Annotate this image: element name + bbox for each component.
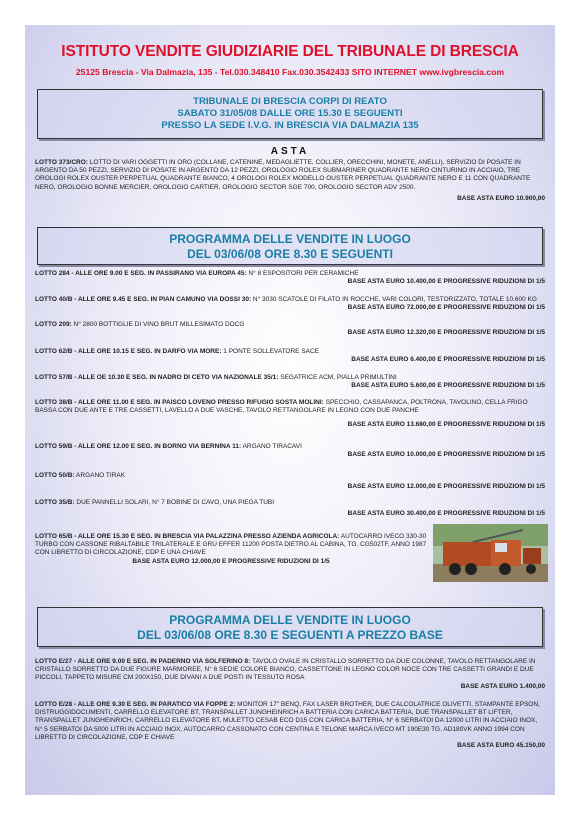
lot-base: BASE ASTA EURO 12.000,00 E PROGRESSIVE RIDUZIONI DI 1/5	[132, 557, 330, 565]
section-box-corpi-di-reato	[37, 89, 543, 139]
lot-59b	[35, 443, 545, 459]
truck-photo-image	[433, 524, 548, 582]
lot-text: 1 PONTE SOLLEVATORE SACE	[221, 348, 320, 355]
lot-text: AUTOCARRO IVECO 330-30 TURBO CON CASSONE RIBALTABILE TRILATERALE E GRU EFFER 11200 POSTA DIETRO AL CABINA, TG. CG502TF, ANNO 1987 CON LIBRETTO DI CIRCOLAZIONE, CDP E UNA CHIAVE	[35, 533, 427, 557]
lot-label: LOTTO 50/B:	[35, 472, 75, 479]
lot-base: BASE ASTA EURO 10.400,00 E PROGRESSIVE RIDUZIONI DI 1/5	[347, 278, 545, 286]
lot-text: N° 3030 SCATOLE DI FILATO IN ROCCHE, VARI COLORI, TESTORIZZATO, TOTALE 10.600 KG	[251, 296, 537, 303]
lot-284	[35, 270, 545, 286]
lot-text: SEGATRICE ACM, PIALLA PRIMULTINI	[278, 374, 397, 381]
lot-text: DUE PANNELLI SOLARI, N° 7 BOBINE DI CAVO, UNA PIEGA TUBI	[74, 499, 275, 506]
lot-base: BASE ASTA EURO 72.000,00 E PROGRESSIVE RIDUZIONI DI 1/5	[347, 304, 545, 312]
lot-label: LOTTO 62/B - ALLE ORE 10.15 E SEG. IN DARFO VIA MORE:	[35, 348, 222, 355]
section-box-programma-1	[37, 227, 543, 265]
lot-base: BASE ASTA EURO 1.400,00	[460, 682, 545, 690]
lot-base: BASE ASTA EURO 45.150,00	[457, 742, 545, 750]
lot-57b	[35, 374, 545, 390]
box2-line1: PROGRAMMA DELLE VENDITE IN LUOGO	[169, 232, 411, 246]
lot-e27	[35, 658, 545, 691]
lot-35b	[35, 499, 545, 518]
truck-photo	[433, 524, 548, 582]
lot-text: N° 8 ESPOSITORI PER CERAMICHE	[246, 270, 359, 277]
header-subtitle: 25125 Brescia - Via Dalmazia, 135 - Tel.030.348410 Fax.030.3542433 SITO INTERNET www.ivgbrescia.com	[75, 67, 505, 77]
lot-label: LOTTO E/27 - ALLE ORE 9.00 E SEG. IN PADERNO VIA SOLFERINO 8:	[35, 658, 251, 665]
box3-line1: PROGRAMMA DELLE VENDITE IN LUOGO	[169, 613, 411, 627]
lot-text: TAVOLO OVALE IN CRISTALLO SORRETTO DA DUE COLONNE, TAVOLO RETTANGOLARE IN CRISTALLO SORRETTO DA DUE FIGURE MARMOREE, N° 6 SEDIE COLORE BIANCO, CASSETTONE IN LEGNO COLOR NOCE CON TRE CASSETTI GRANDI E DUE PICCOLI, TAPPETO MISURE CM 200X150, DUE DIVANI A DUE POSTI IN TESSUTO ROSA	[35, 658, 536, 682]
section-box-programma-2	[37, 607, 543, 647]
lot-text: ARGANO TIRAK	[74, 472, 126, 479]
asta-lot-label: LOTTO 373/CRO:	[35, 159, 88, 166]
lot-label: LOTTO E/28 - ALLE ORE 9.30 E SEG. IN PARATICO VIA FOPPE 2:	[35, 701, 236, 708]
box1-line3: PRESSO LA SEDE I.V.G. IN BRESCIA VIA DALMAZIA 135	[161, 120, 419, 131]
lot-text: ARGANO TIRACAVI	[241, 443, 302, 450]
lot-38b	[35, 399, 545, 430]
asta-lot-base: BASE ASTA EURO 10.900,00	[457, 194, 545, 202]
lot-label: LOTTO 57/B - ALLE OE 10.30 E SEG. IN NADRO DI CETO VIA NAZIONALE 35/1:	[35, 374, 279, 381]
lot-base: BASE ASTA EURO 6.400,00 E PROGRESSIVE RIDUZIONI DI 1/5	[351, 356, 545, 364]
lot-base: BASE ASTA EURO 12.000,00 E PROGRESSIVE RIDUZIONI DI 1/5	[347, 483, 545, 491]
lot-e28	[35, 701, 545, 750]
auction-notice-page	[25, 25, 555, 795]
box1-line1: TRIBUNALE DI BRESCIA CORPI DI REATO	[193, 96, 387, 107]
lot-base: BASE ASTA EURO 13.680,00 E PROGRESSIVE RIDUZIONI DI 1/5	[347, 421, 545, 429]
lot-62b	[35, 348, 545, 364]
lot-50b	[35, 472, 545, 491]
lot-209	[35, 321, 545, 337]
lot-base: BASE ASTA EURO 10.000,00 E PROGRESSIVE RIDUZIONI DI 1/5	[347, 451, 545, 459]
box3-line2: DEL 03/06/08 ORE 8.30 E SEGUENTI A PREZZO BASE	[137, 628, 443, 642]
header-title: ISTITUTO VENDITE GIUDIZIARIE DEL TRIBUNALE DI BRESCIA	[61, 43, 519, 60]
lot-text: SPECCHIO, CASSAPANCA, POLTRONA, TAVOLINO, CELLA FRIGO BASSA CON DUE ANTE E TRE CASSETTI, LAVELLO A DUE VASCHE, TAVOLO RETTANGOLARE IN LEGNO CON DUE PANCHE	[35, 399, 528, 415]
lot-label: LOTTO 35/B:	[35, 499, 75, 506]
asta-lot-text: LOTTO DI VARI OGGETTI IN ORO (COLLANE, CATENINE, MEDAGLIETTE, COLLIER, ORECCHINI, MONETE, ANELLI), SERVIZIO DI POSATE IN ARGENTO DA 50 PEZZI, SERVIZIO DI POSATE IN ARGENTO DA 12 PEZZI, OROLOGIO ROLEX SUBMARINER QUADRANTE NERO CINTURINO IN ACCIAIO, TRE OROLOGI ROLEX OUSTER PERPETUAL QUADRANTE BIANCO, 4 OROLOGI ROLEX MODELLO OUSTER PERPETUAL QUADRANTE NERO E 11 CON QUADRANTE NERO, OROLOGIO BONNE MERCIER, OROLOGIO CARTIER, OROLOGIO SECTOR SGE 700, OROLOGIO SECTOR ADV 2500.	[35, 159, 531, 191]
lot-label: LOTTO 65/B - ALLE ORE 15.30 E SEG. IN BRESCIA VIA PALAZZINA PRESSO AZIENDA AGRICOLA:	[35, 533, 340, 540]
lot-base: BASE ASTA EURO 5.600,00 E PROGRESSIVE RIDUZIONI DI 1/5	[351, 382, 545, 390]
lot-label: LOTTO 38/B - ALLE ORE 11.00 E SEG. IN PAISCO LOVENO PRESSO RIFUGIO SOSTA MOLINI:	[35, 399, 324, 406]
asta-lot	[35, 159, 545, 203]
lot-label: LOTTO 284 - ALLE ORE 9.00 E SEG. IN PASSIRANO VIA EUROPA 45:	[35, 270, 247, 277]
box1-line2: SABATO 31/05/08 DALLE ORE 15.30 E SEGUENTI	[177, 108, 403, 119]
lot-label: LOTTO 40/B - ALLE ORE 9.45 E SEG. IN PIAN CAMUNO VIA DOSSI 30:	[35, 296, 252, 303]
box2-line2: DEL 03/06/08 ORE 8.30 E SEGUENTI	[187, 247, 393, 261]
lot-65b	[35, 533, 427, 566]
lot-40b	[35, 296, 545, 312]
lot-text: MONITOR 17" BENQ, FAX LASER BROTHER, DUE CALCOLATRICE OLIVETTI, STAMPANTE EPSON, DISTRUGGIDOCUMENTI, CARRELLO ELEVATORE BT, TRANSPALLET JUNGHEINRICH A BATTERIA CON CARICA BATTERIA, DUE TRANSPALLET BT LIFTER, TRANSPALLET JUNGHEINRICH, CARRELLO ELEVATORE BT, MULETTO CESAB ECO D15 CON CARICA BATTERIA, N° 6 SERBATOI DA 12000 LITRI IN ACCIAIO INOX, N° 5 SERBATOI DA 5000 LITRI IN ACCIAIO INOX, AUTOCARRO CASSONATO CON CENTINA E TELONE MARCA IVECO MT 190E30 TG. AD180VK ANNO 1994 CON LIBRETTO DI CIRCOLAZIONE, CDP E CHIAVE	[35, 701, 540, 741]
lot-base: BASE ASTA EURO 12.320,00 E PROGRESSIVE RIDUZIONI DI 1/5	[347, 329, 545, 337]
lot-text: N° 2800 BOTTIGLIE DI VINO BRUT MILLESIMATO DOCG	[71, 321, 245, 328]
lot-base: BASE ASTA EURO 30.400,00 E PROGRESSIVE RIDUZIONI DI 1/5	[347, 510, 545, 518]
lot-label: LOTTO 209:	[35, 321, 72, 328]
asta-heading: ASTA	[270, 146, 310, 157]
lot-label: LOTTO 59/B - ALLE ORE 12.00 E SEG. IN BORNO VIA BERNINA 11:	[35, 443, 242, 450]
